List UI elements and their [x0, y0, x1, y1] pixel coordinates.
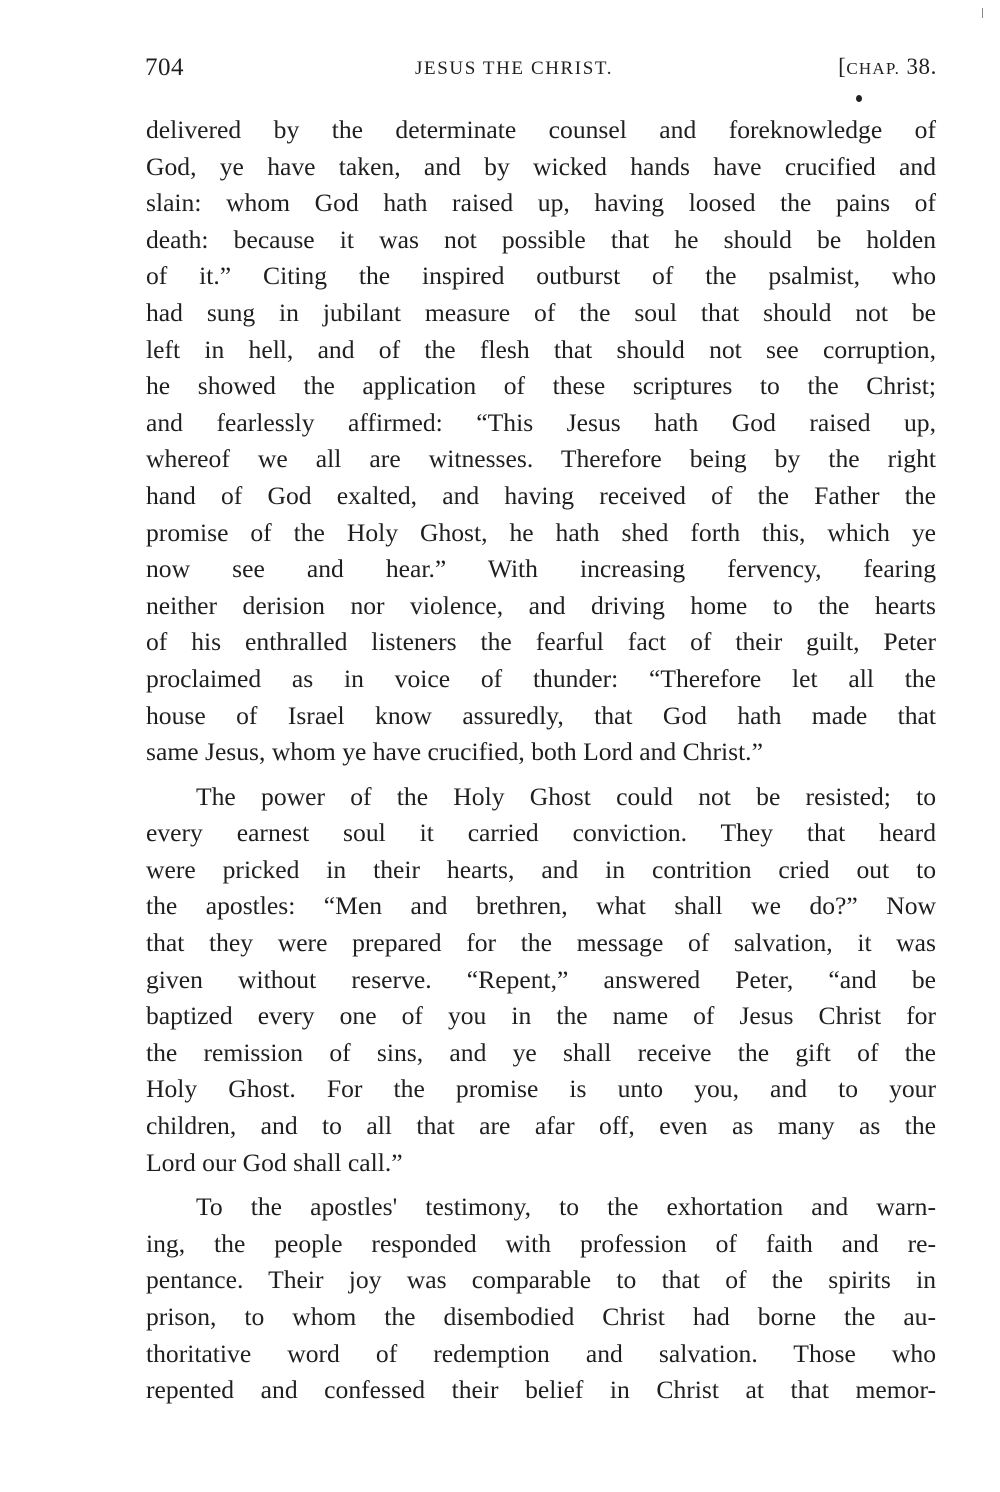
page-number: 704: [145, 54, 184, 81]
text-line: neither derision nor violence, and driving home to the hearts: [146, 590, 936, 620]
paragraph-2: [146, 779, 936, 1182]
chapter-bracket: [: [838, 54, 847, 79]
running-header: [145, 54, 937, 90]
text-line: To the apostles' testimony, to the exhortation and warn-: [196, 1192, 936, 1222]
text-line: that they were prepared for the message of salvation, it was: [146, 928, 936, 958]
text-line: The power of the Holy Ghost could not be resisted; to: [196, 781, 936, 811]
body-text: [146, 112, 936, 1409]
chapter-reference: [838, 54, 937, 80]
text-line: given without reserve. “Repent,” answered Peter, “and be: [146, 964, 936, 994]
ink-dot: [856, 95, 862, 102]
text-line: same Jesus, whom ye have crucified, both Lord and Christ.”: [146, 737, 763, 767]
text-line: he showed the application of these scriptures to the Christ;: [146, 371, 936, 401]
running-title: JESUS THE CHRIST.: [415, 58, 614, 79]
chapter-number: 38.: [906, 54, 937, 79]
text-line: whereof we all are witnesses. Therefore being by the right: [146, 444, 936, 474]
text-line: thoritative word of redemption and salvation. Those who: [146, 1338, 936, 1368]
text-line: prison, to whom the disembodied Christ had borne the au-: [146, 1302, 936, 1331]
text-line: Holy Ghost. For the promise is unto you, and to your: [146, 1074, 936, 1104]
text-line: the apostles: “Men and brethren, what shall we do?” Now: [146, 891, 936, 921]
text-line: of his enthralled listeners the fearful fact of their guilt, Peter: [146, 627, 936, 657]
text-line: the remission of sins, and ye shall receive the gift of the: [146, 1037, 936, 1067]
text-line: delivered by the determinate counsel and foreknowledge of: [146, 115, 936, 144]
text-line: every earnest soul it carried conviction. They that heard: [146, 818, 936, 848]
text-line: left in hell, and of the flesh that should not see corruption,: [146, 334, 936, 364]
text-line: had sung in jubilant measure of the soul that should not be: [146, 297, 936, 327]
text-line: and fearlessly affirmed: “This Jesus hath God raised up,: [146, 407, 936, 437]
text-line: repented and confessed their belief in Christ at that memor-: [146, 1375, 936, 1405]
text-line: slain: whom God hath raised up, having loosed the pains of: [146, 188, 936, 218]
text-line: hand of God exalted, and having received of the Father the: [146, 480, 936, 510]
text-line: promise of the Holy Ghost, he hath shed forth this, which ye: [146, 517, 936, 547]
text-line: God, ye have taken, and by wicked hands have crucified and: [146, 151, 936, 181]
text-line: house of Israel know assuredly, that God hath made that: [146, 700, 936, 730]
text-line: ing, the people responded with profession of faith and re-: [146, 1228, 936, 1258]
text-line: death: because it was not possible that he should be holden: [146, 224, 936, 254]
text-line: Lord our God shall call.”: [146, 1147, 403, 1177]
text-line: baptized every one of you in the name of Jesus Christ for: [146, 1001, 936, 1031]
chapter-label: CHAP.: [846, 59, 901, 78]
paragraph-1: [146, 112, 936, 771]
paragraph-spacer: [146, 771, 936, 779]
page-edge-mark: [982, 8, 983, 18]
text-line: were pricked in their hearts, and in contrition cried out to: [146, 854, 936, 884]
text-line: now see and hear.” With increasing fervency, fearing: [146, 554, 936, 584]
paragraph-3: [146, 1189, 936, 1409]
text-line: children, and to all that are afar off, even as many as the: [146, 1111, 936, 1141]
paragraph-spacer: [146, 1181, 936, 1189]
text-line: pentance. Their joy was comparable to that of the spirits in: [146, 1265, 936, 1295]
text-line: of it.” Citing the inspired outburst of the psalmist, who: [146, 261, 936, 291]
text-line: proclaimed as in voice of thunder: “Therefore let all the: [146, 663, 936, 693]
